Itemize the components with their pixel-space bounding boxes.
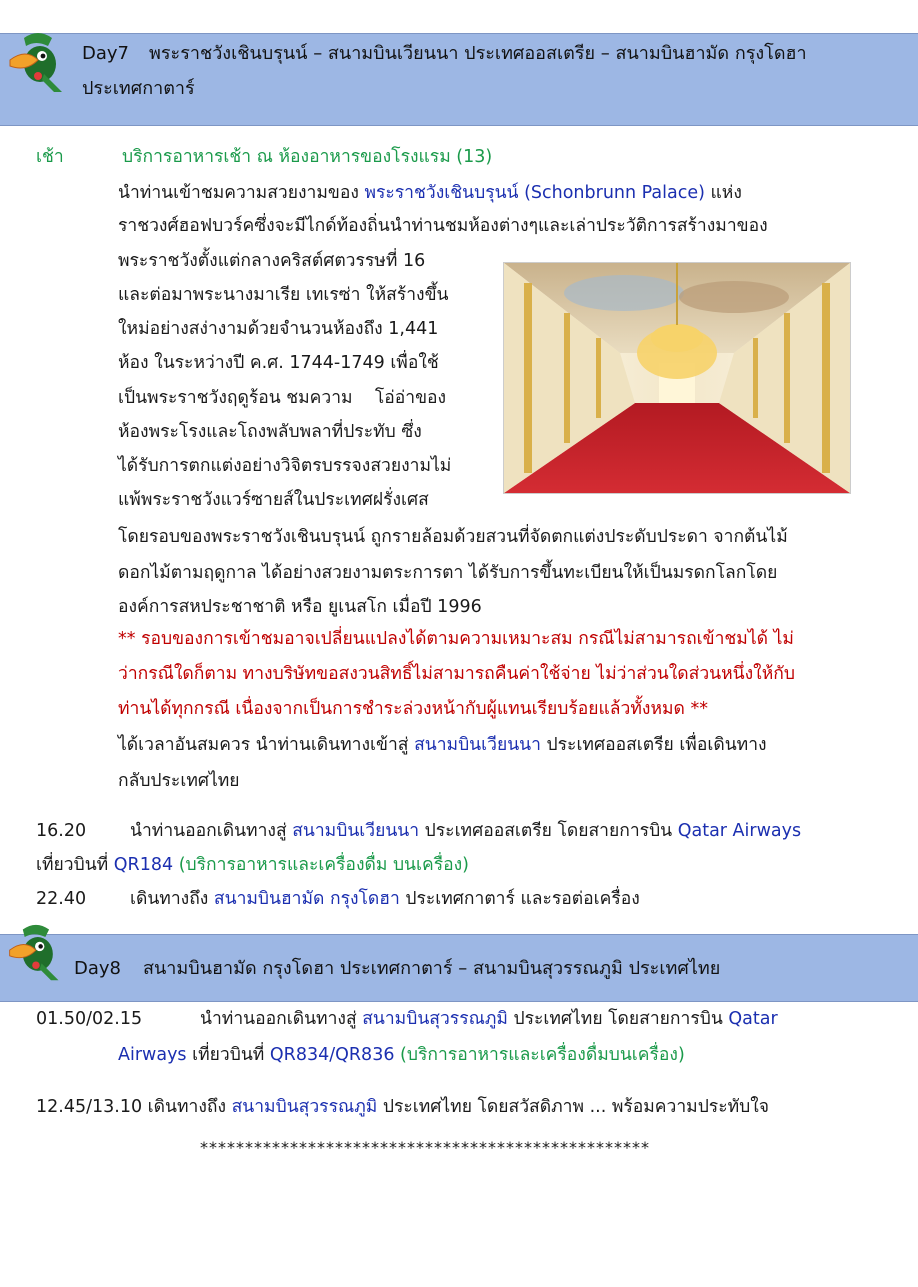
flight1-country-text: ประเทศออสเตรีย โดยสายการบิน	[419, 821, 678, 841]
notice-line-2: ว่ากรณีใดก็ตาม ทางบริษัทขอสงวนสิทธิ์ไม่สามารถคืนค่าใช้จ่าย ไม่ว่าส่วนใดส่วนหนึ่งให้กับ	[118, 664, 795, 684]
palace-line-10: แพ้พระราชวังแวร์ซายส์ในประเทศฝรั่งเศส	[118, 490, 429, 510]
palace-line-13: องค์การสหประชาชาติ หรือ ยูเนสโก เมื่อปี 1996	[118, 597, 482, 617]
flight1-time: 16.20	[36, 821, 87, 841]
arrive2-airport: สนามบินสุวรรณภูมิ	[231, 1097, 378, 1117]
flight2-airline-part1: Qatar	[728, 1009, 778, 1029]
palace-line-1	[118, 178, 742, 208]
day8-label: Day8	[74, 958, 121, 979]
arrive2-text-end: ประเทศไทย โดยสวัสดิภาพ ... พร้อมความประทับใจ	[377, 1097, 770, 1117]
toucan-mascot-icon	[4, 922, 66, 984]
palace-line-3: พระราชวังตั้งแต่กลางคริสต์ศตวรรษที่ 16	[118, 251, 426, 271]
notice-line-1: ** รอบของการเข้าชมอาจเปลี่ยนแปลงได้ตามความเหมาะสม กรณีไม่สามารถเข้าชมได้ ไม่	[118, 629, 794, 649]
breakfast-time: เช้า	[36, 147, 64, 167]
to-airport-line-1	[118, 730, 767, 760]
flight1-number-label: เที่ยวบินที่	[36, 855, 114, 875]
day7-title-line2: ประเทศกาตาร์	[82, 78, 195, 99]
palace-line-8: ห้องพระโรงและโถงพลับพลาที่ประทับ ซึ่ง	[118, 422, 422, 442]
to-airport-text: ได้เวลาอันสมควร นำท่านเดินทางเข้าสู่	[118, 735, 415, 755]
to-airport-line-2: กลับประเทศไทย	[118, 771, 240, 791]
palace-hall-photo	[503, 262, 851, 494]
arrive2-line	[36, 1092, 769, 1122]
flight2-depart-text: นำท่านออกเดินทางสู่	[200, 1009, 363, 1029]
flight1-line-1	[130, 816, 801, 846]
day7-label: Day7	[82, 43, 129, 64]
flight1-depart-text: นำท่านออกเดินทางสู่	[130, 821, 293, 841]
flight2-country-text: ประเทศไทย โดยสายการบิน	[507, 1009, 729, 1029]
flight1-airline: Qatar Airways	[677, 821, 802, 841]
breakfast-text: บริการอาหารเช้า ณ ห้องอาหารของโรงแรม (13)	[122, 147, 493, 167]
flight1-meal-note: (บริการอาหารและเครื่องดื่ม บนเครื่อง)	[173, 855, 469, 875]
footer-divider-stars: **************************************************	[200, 1138, 650, 1157]
toucan-mascot-icon	[4, 30, 70, 96]
palace-name: พระราชวังเชินบรุนน์ (Schonbrunn Palace)	[364, 183, 705, 203]
arrive1-airport: สนามบินฮามัด กรุงโดฮา	[213, 889, 400, 909]
flight2-time: 01.50/02.15	[36, 1009, 143, 1029]
flight2-meal-note: (บริการอาหารและเครื่องดื่มบนเครื่อง)	[394, 1045, 685, 1065]
vienna-airport-name: สนามบินเวียนนา	[414, 735, 541, 755]
palace-line-6: ห้อง ในระหว่างปี ค.ศ. 1744-1749 เพื่อใช้	[118, 353, 439, 373]
flight2-airline-part2: Airways	[118, 1045, 187, 1065]
arrive1-text-end: ประเทศกาตาร์ และรอต่อเครื่อง	[399, 889, 640, 909]
day8-title	[74, 952, 720, 986]
flight1-line-2	[36, 850, 469, 880]
to-airport-text-end: ประเทศออสเตรีย เพื่อเดินทาง	[540, 735, 767, 755]
day8-route: สนามบินฮามัด กรุงโดฮา ประเทศกาตาร์ – สนามบินสุวรรณภูมิ ประเทศไทย	[143, 958, 721, 979]
flight1-airport: สนามบินเวียนนา	[292, 821, 420, 841]
palace-line-7: เป็นพระราชวังฤดูร้อน ชมความ โอ่อ่าของ	[118, 388, 447, 408]
palace-line-11: โดยรอบของพระราชวังเชินบรุนน์ ถูกรายล้อมด้วยสวนที่จัดตกแต่งประดับประดา จากต้นไม้	[118, 527, 788, 547]
arrive2-text: เดินทางถึง	[142, 1097, 232, 1117]
day7-title-line1	[82, 37, 807, 71]
flight2-line-1	[200, 1004, 778, 1034]
palace-line-4: และต่อมาพระนางมาเรีย เทเรซ่า ให้สร้างขึ้น	[118, 285, 449, 305]
flight2-number: QR834/QR836	[269, 1045, 395, 1065]
palace-line-5: ใหม่อย่างสง่างามด้วยจำนวนห้องถึง 1,441	[118, 319, 439, 339]
flight1-number: QR184	[113, 855, 174, 875]
arrive1-text: เดินทางถึง	[130, 889, 214, 909]
palace-intro: นำท่านเข้าชมความสวยงามของ	[118, 183, 365, 203]
palace-line-12: ดอกไม้ตามฤดูกาล ได้อย่างสวยงามตระการตา ได้รับการขึ้นทะเบียนให้เป็นมรดกโลกโดย	[118, 563, 778, 583]
palace-line-2: ราชวงศ์ฮอฟบวร์คซึ่งจะมีไกด์ท้องถิ่นนำท่านชมห้องต่างๆและเล่าประวัติการสร้างมาของ	[118, 216, 768, 236]
flight2-airport: สนามบินสุวรรณภูมิ	[362, 1009, 508, 1029]
palace-line-9: ได้รับการตกแต่งอย่างวิจิตรบรรจงสวยงามไม่	[118, 456, 452, 476]
palace-intro-end: แห่ง	[704, 183, 742, 203]
notice-line-3: ท่านได้ทุกกรณี เนื่องจากเป็นการชำระล่วงหน้ากับผู้แทนเรียบร้อยแล้วทั้งหมด **	[118, 699, 708, 719]
arrive2-time: 12.45/13.10	[36, 1097, 143, 1117]
flight2-number-label: เที่ยวบินที่	[186, 1045, 270, 1065]
day7-route: พระราชวังเชินบรุนน์ – สนามบินเวียนนา ประเทศออสเตรีย – สนามบินฮามัด กรุงโดฮา	[149, 43, 807, 64]
arrive1-time: 22.40	[36, 889, 87, 909]
flight2-line-2	[118, 1040, 685, 1070]
arrive1-line	[130, 884, 640, 914]
